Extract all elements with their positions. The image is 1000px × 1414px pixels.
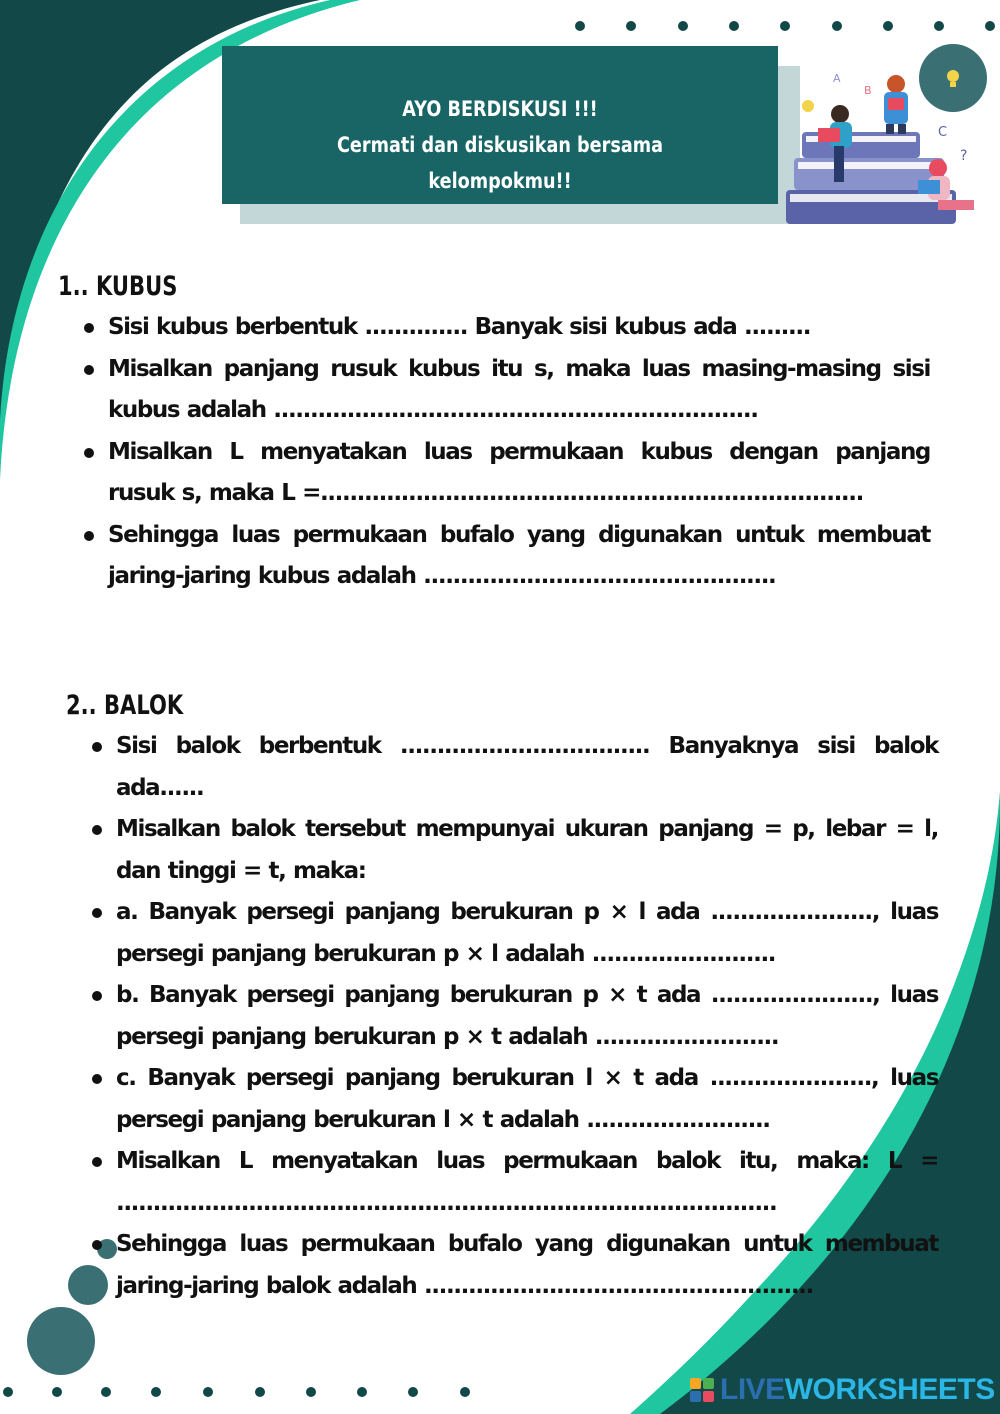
- svg-text:?: ?: [960, 148, 968, 164]
- bottom-dots-row: [3, 1387, 470, 1397]
- list-item: b. Banyak persegi panjang berukuran p × t ada ......................, luas persegi panjang berukuran p × t adalah .........................: [66, 975, 938, 1058]
- student-standing-top: [884, 75, 908, 134]
- banner-title: AYO BERDISKUSI !!!: [402, 97, 598, 121]
- list-item: c. Banyak persegi panjang berukuran l × t ada ......................, luas persegi panjang berukuran l × t adalah .........................: [66, 1058, 938, 1141]
- svg-text:B: B: [864, 84, 872, 97]
- liveworksheets-logo[interactable]: [690, 1373, 995, 1407]
- kubus-list: [58, 307, 930, 598]
- list-item: Misalkan balok tersebut mempunyai ukuran panjang = p, lebar = l, dan tinggi = t, maka:: [66, 809, 938, 892]
- list-item: Sehingga luas permukaan bufalo yang digunakan untuk membuat jaring-jaring balok adalah .....................................................: [66, 1224, 938, 1307]
- large-circle: [27, 1307, 95, 1375]
- banner-subtitle: Cermati dan diskusikan bersama kelompokmu!!: [336, 133, 664, 193]
- logo-text-worksheets: WORKSHEETS: [784, 1373, 995, 1406]
- section-title: 1.. KUBUS: [58, 271, 178, 302]
- logo-text-live: LIVE: [720, 1373, 785, 1406]
- list-item: Misalkan L menyatakan luas permukaan balok itu, maka: L = ..........................................................................................: [66, 1141, 938, 1224]
- balok-list: [66, 726, 938, 1307]
- list-item: Sisi kubus berbentuk .............. Banyak sisi kubus ada .........: [58, 307, 930, 349]
- svg-text:A: A: [833, 72, 841, 85]
- list-item: Sehingga luas permukaan bufalo yang digunakan untuk membuat jaring-jaring kubus adalah ................................................: [58, 515, 930, 598]
- logo-grid-icon: [690, 1378, 714, 1402]
- list-item: a. Banyak persegi panjang berukuran p × l ada ......................, luas persegi panjang berukuran p × l adalah .........................: [66, 892, 938, 975]
- section-kubus: [58, 267, 930, 598]
- instruction-banner: [222, 46, 778, 204]
- list-item: Sisi balok berbentuk .................................. Banyaknya sisi balok ada......: [66, 726, 938, 809]
- students-reading-illustration: [778, 40, 1000, 240]
- list-item: Misalkan L menyatakan luas permukaan kubus dengan panjang rusuk s, maka L =..........................................................................: [58, 432, 930, 515]
- list-item: Misalkan panjang rusuk kubus itu s, maka luas masing-masing sisi kubus adalah ..................................................................: [58, 349, 930, 432]
- section-balok: [66, 686, 938, 1307]
- top-dots-row: [575, 21, 995, 31]
- section-title: 2.. BALOK: [66, 690, 184, 721]
- svg-text:C: C: [938, 125, 948, 140]
